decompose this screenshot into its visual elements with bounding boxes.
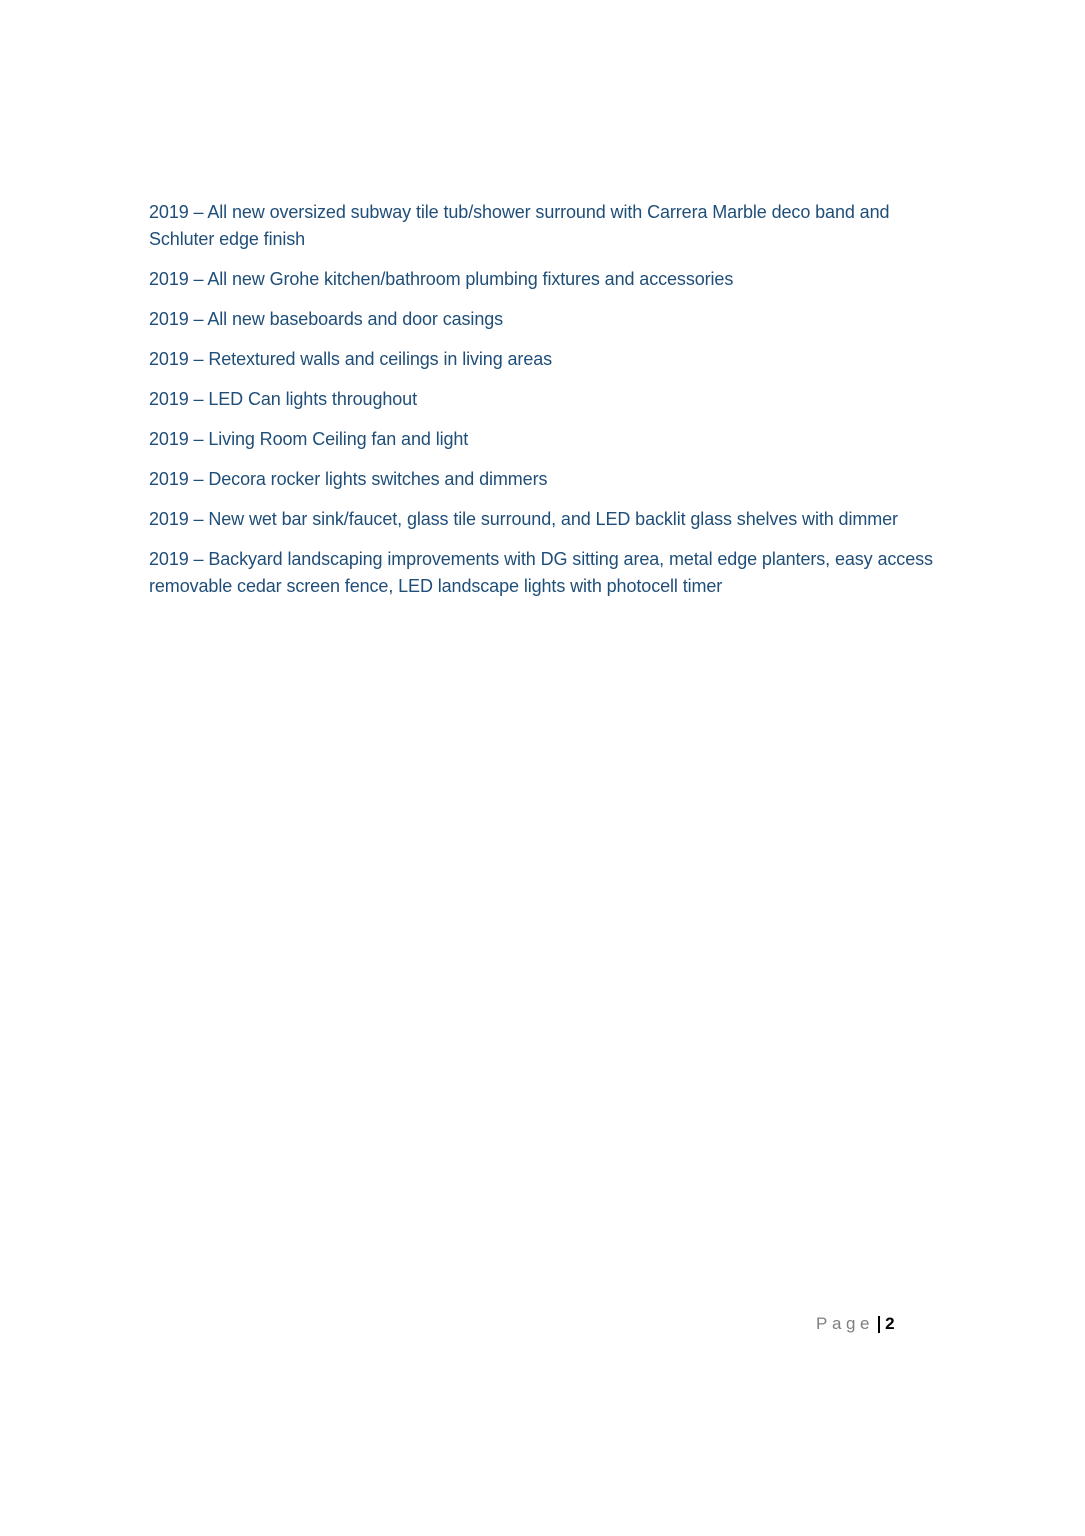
list-item: 2019 – LED Can lights throughout	[149, 389, 417, 409]
list-item: 2019 – Decora rocker lights switches and dimmers	[149, 469, 548, 489]
list-item: 2019 – All new baseboards and door casings	[149, 309, 504, 329]
page-label: Page	[816, 1314, 875, 1333]
list-item: 2019 – Backyard landscaping improvements with DG sitting area, metal edge planters, easy access removable cedar screen fence, LED landscape lights with photocell timer	[149, 549, 933, 596]
renovation-list	[149, 199, 939, 613]
list-item: 2019 – New wet bar sink/faucet, glass tile surround, and LED backlit glass shelves with dimmer	[149, 509, 898, 529]
list-item: 2019 – Living Room Ceiling fan and light	[149, 429, 469, 449]
page-footer	[816, 1313, 895, 1335]
list-item: 2019 – All new oversized subway tile tub/shower surround with Carrera Marble deco band and Schluter edge finish	[149, 202, 890, 249]
list-item: 2019 – All new Grohe kitchen/bathroom plumbing fixtures and accessories	[149, 269, 734, 289]
footer-divider	[878, 1316, 880, 1333]
page-number: 2	[885, 1314, 895, 1333]
list-item: 2019 – Retextured walls and ceilings in living areas	[149, 349, 553, 369]
